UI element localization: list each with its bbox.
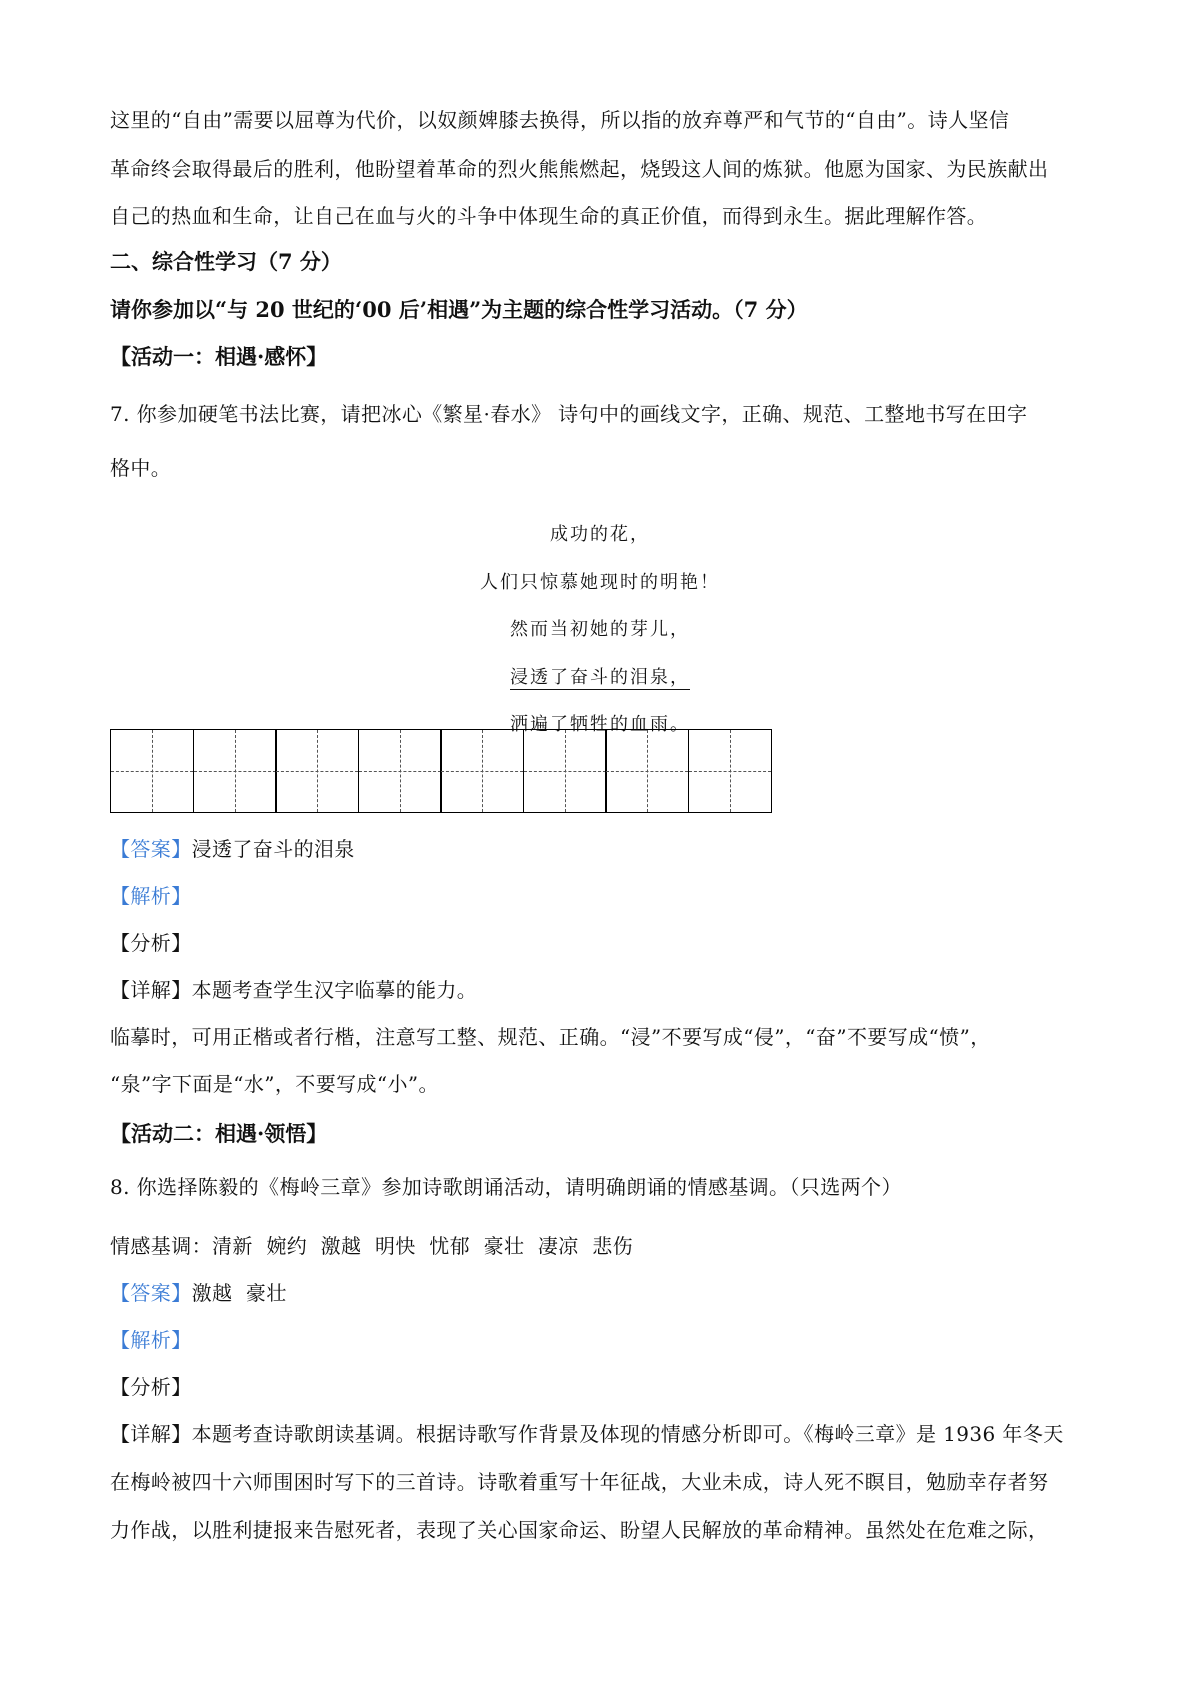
tianzi-cell[interactable] [440,729,524,813]
intro-line-3: 自己的热血和生命，让自己在血与火的斗争中体现生命的真正价值，而得到永生。据此理解作答。 [110,204,988,228]
q8-detail-line-2: 在梅岭被四十六师围困时写下的三首诗。诗歌着重写十年征战，大业未成，诗人死不瞑目，勉励幸存者努 [110,1470,1049,1494]
tianzi-cell[interactable] [523,729,607,813]
activity1-heading: 【活动一：相遇·感怀】 [110,344,328,369]
q8-fenxi-label: 【分析】 [110,1375,192,1399]
q7-detail [110,974,1100,1003]
answer-label: 【答案】 [110,837,192,861]
tones-label: 情感基调： [110,1234,212,1258]
activity2-heading: 【活动二：相遇·领悟】 [110,1121,328,1146]
tianzi-cell[interactable] [688,729,772,813]
q8-detail-line-3: 力作战，以胜利捷报来告慰死者，表现了关心国家命运、盼望人民解放的革命精神。虽然处在危难之际， [110,1518,1049,1542]
detail-label: 【详解】 [110,1422,192,1446]
q7-analysis-label: 【解析】 [110,884,192,908]
q8-line: 8. 你选择陈毅的《梅岭三章》参加诗歌朗诵活动，请明确朗诵的情感基调。（只选两个） [110,1175,902,1199]
tianzi-cell[interactable] [358,729,442,813]
poem-underlined-line: 浸透了奋斗的泪泉， [510,667,690,688]
detail-text: 本题考查学生汉字临摹的能力。 [191,978,478,1002]
q7-line-1: 7. 你参加硬笔书法比赛，请把冰心《繁星·春水》 诗句中的画线文字，正确、规范、工整地书写在田字 [110,402,1028,426]
q8-analysis-label: 【解析】 [110,1328,192,1352]
answer-text: 浸透了奋斗的泪泉 [191,837,355,861]
tianzi-cell[interactable] [605,729,689,813]
tianzi-grid [110,729,770,813]
intro-line-2: 革命终会取得最后的胜利，他盼望着革命的烈火熊熊燃起，烧毁这人间的炼狱。他愿为国家、为民族献出 [110,157,1049,181]
q7-answer [110,833,1100,862]
answer-text: 激越 豪壮 [191,1281,287,1305]
q8-detail [110,1418,1100,1447]
detail-text: 本题考查诗歌朗读基调。根据诗歌写作背景及体现的情感分析即可。《梅岭三章》是 1936 年冬天 [191,1422,1064,1446]
tianzi-cell[interactable] [275,729,359,813]
detail-label: 【详解】 [110,978,192,1002]
answer-label: 【答案】 [110,1281,192,1305]
tianzi-cell[interactable] [110,729,194,813]
q7-line-2: 格中。 [110,456,172,480]
poem-line-2: 人们只惊慕她现时的明艳！ [480,572,720,593]
q8-tones [110,1230,1100,1259]
q7-detail-line-3: “泉”字下面是“水”，不要写成“小”。 [110,1072,439,1096]
poem-line-3: 然而当初她的芽儿， [510,619,690,640]
q8-answer [110,1277,1100,1306]
tianzi-cell[interactable] [193,729,277,813]
poem-line-1: 成功的花， [550,524,650,545]
section-prompt: 请你参加以“与 20 世纪的‘00 后’相遇”为主题的综合性学习活动。（7 分） [110,297,808,322]
tones-list: 清新 婉约 激越 明快 忧郁 豪壮 凄凉 悲伤 [212,1234,634,1258]
poem-line-5: 洒遍了牺牲的血雨。 [510,714,690,735]
q7-detail-line-2: 临摹时，可用正楷或者行楷，注意写工整、规范、正确。“浸”不要写成“侵”，“奋”不要写成“愤”， [110,1025,991,1049]
section-heading: 二、综合性学习（7 分） [110,249,342,274]
q7-fenxi-label: 【分析】 [110,931,192,955]
intro-line-1: 这里的“自由”需要以屈尊为代价，以奴颜婢膝去换得，所以指的放弃尊严和气节的“自由”。诗人坚信 [110,108,1010,132]
poem-line-4 [0,663,1200,689]
